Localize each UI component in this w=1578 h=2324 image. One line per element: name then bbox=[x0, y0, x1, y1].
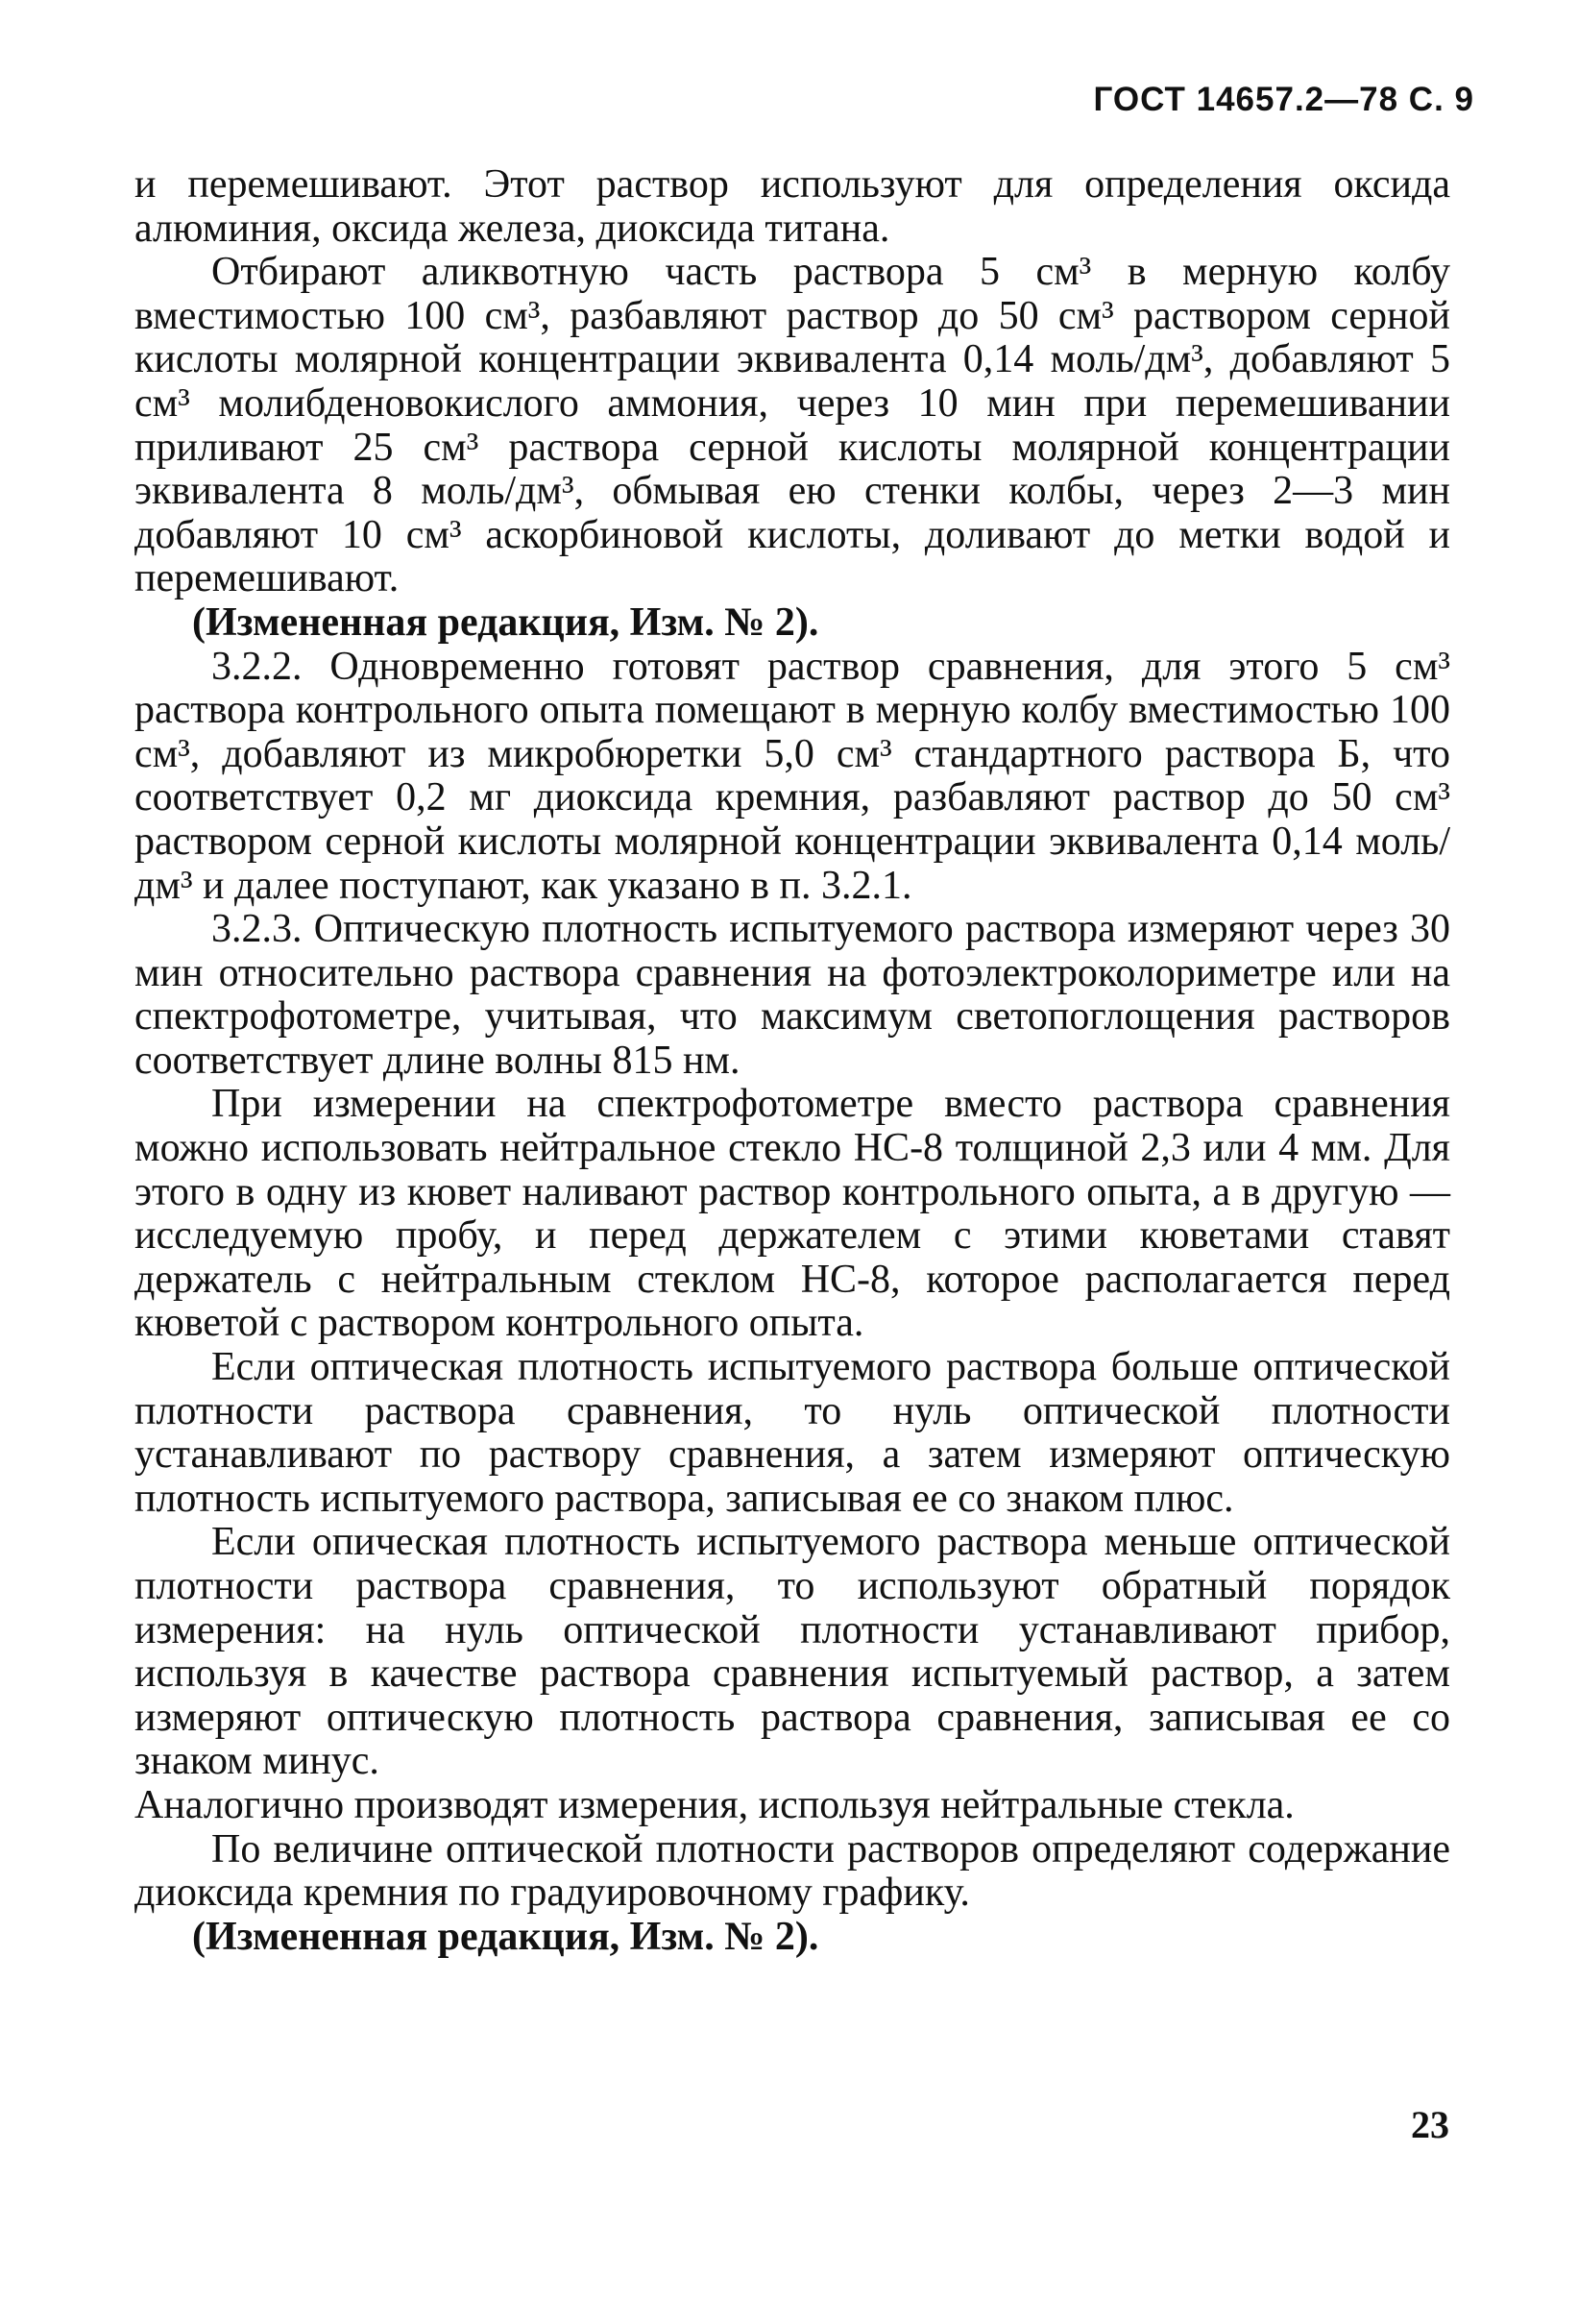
paragraph-calibration: По величине оптической плотности растворов определяют содержание диоксида кремния по градуировочному графику. bbox=[134, 1826, 1450, 1916]
page-header-standard: ГОСТ 14657.2—78 С. 9 bbox=[1093, 81, 1474, 118]
section-3-2-3: 3.2.3. Оптическую плотность испытуемого раствора измеряют через 30 мин относительно раствора сравнения на фотоэлектроколориметре или на спектрофотометре, учитывая, что максимум светопоглощения растворов соответствует длине волны 815 нм. bbox=[134, 907, 1450, 1083]
section-3-2-2: 3.2.2. Одновременно готовят раствор сравнения, для этого 5 см³ раствора контрольного опыта помещают в мерную колбу вместимостью 100 см³, добавляют из микробюретки 5,0 см³ стандартного раствора Б, что соответствует 0,2 мг диоксида кремния, разбавляют раствор до 50 см³ раствором серной кислоты молярной концентрации эквивалента 0,14 моль/дм³ и далее поступают, как указано в п. 3.2.1. bbox=[134, 644, 1450, 908]
paragraph-continuation: и перемешивают. Этот раствор используют для определения оксида алюминия, оксида железа, диоксида титана. bbox=[134, 162, 1450, 251]
paragraph-neutral-glass: Аналогично производят измерения, используя нейтральные стекла. bbox=[134, 1782, 1295, 1827]
paragraph-density-greater: Если оптическая плотность испытуемого раствора больше оптической плотности раствора сравнения, то нуль оптической плотности устанавливают по раствору сравнения, а затем измеряют оптическую плотность испытуемого раствора, записывая ее со знаком плюс. bbox=[134, 1345, 1450, 1521]
amendment-note: (Измененная редакция, Изм. № 2). bbox=[192, 599, 819, 645]
paragraph-spectrophotometer: При измерении на спектрофотометре вместо раствора сравнения можно использовать нейтральное стекло НС-8 толщиной 2,3 или 4 мм. Для этого в одну из кювет наливают раствор контрольного опыта, а в другую — исследуемую пробу, и перед держателем с этими кюветами ставят держатель с нейтральным стеклом НС-8, которое располагается перед кюветой с раствором контрольного опыта. bbox=[134, 1082, 1450, 1346]
paragraph-density-less: Если опическая плотность испытуемого раствора меньше оптической плотности раствора сравнения, то используют обратный порядок измерения: на нуль оптической плотности устанавливают прибор, используя в качестве раствора сравнения испытуемый раствор, а затем измеряют оптическую плотность раствора сравнения, записывая ее со знаком минус. bbox=[134, 1520, 1450, 1784]
amendment-note-final: (Измененная редакция, Изм. № 2). bbox=[192, 1914, 819, 1959]
page-body bbox=[134, 163, 1450, 1959]
paragraph-aliquot: Отбирают аликвотную часть раствора 5 см³ в мерную колбу вместимостью 100 см³, разбавляют раствор до 50 см³ раствором серной кислоты молярной концентрации эквивалента 0,14 моль/дм³, добавляют 5 см³ молибденовокислого аммония, через 10 мин при перемешивании приливают 25 см³ раствора серной кислоты молярной концентрации эквивалента 8 моль/дм³, обмывая ею стенки колбы, через 2—3 мин добавляют 10 см³ аскорбиновой кислоты, доливают до метки водой и перемешивают. bbox=[134, 250, 1450, 601]
page-number: 23 bbox=[1411, 2103, 1449, 2146]
